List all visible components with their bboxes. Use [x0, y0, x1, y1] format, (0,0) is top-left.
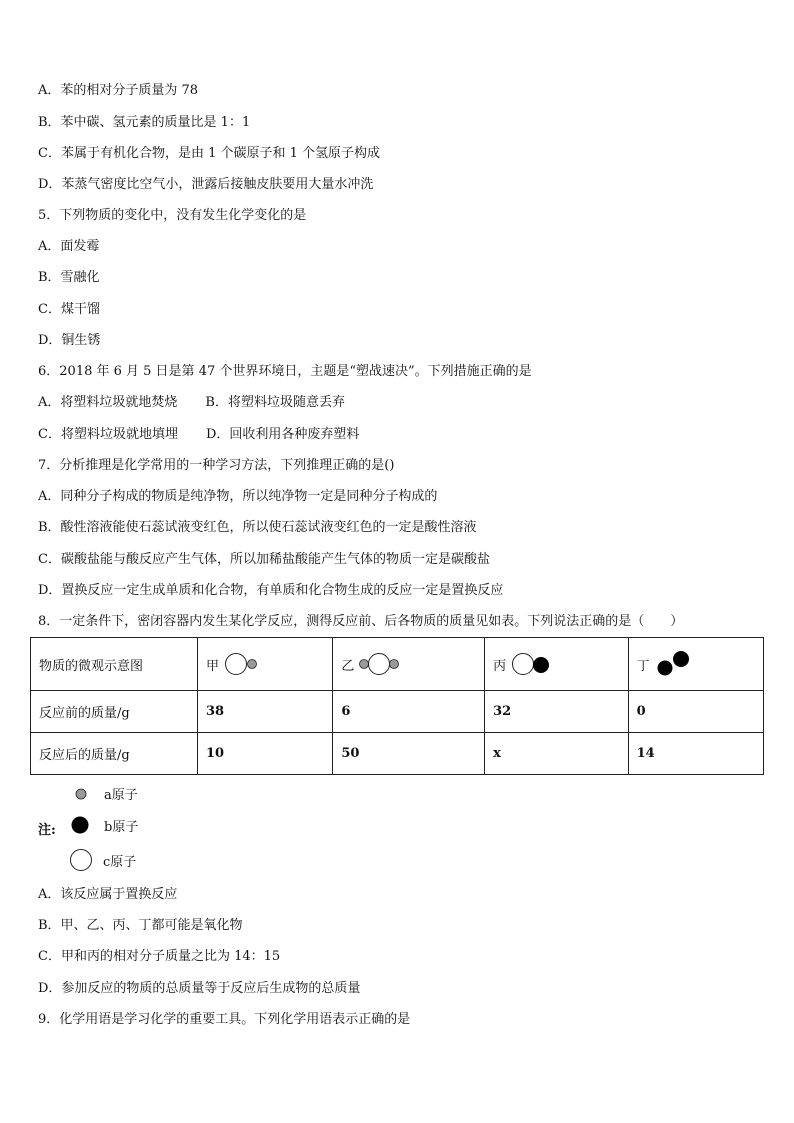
legend-item-b [70, 815, 138, 835]
table-cell: 0 [628, 691, 763, 733]
q6-options-row-2 [38, 427, 359, 443]
table-cell: 38 [198, 691, 333, 733]
row-label: 反应后的质量/g [31, 733, 198, 775]
legend-item-c [69, 848, 136, 872]
q4-option-a: A．苯的相对分子质量为 78 [38, 83, 199, 98]
table-row-after [31, 733, 764, 775]
q5-option-d: D．铜生锈 [38, 333, 101, 348]
header-label-cell: 物质的微观示意图 [31, 638, 198, 691]
white-atom-icon [69, 848, 93, 872]
substance-yi-label: 乙 [341, 658, 355, 674]
q6-option-a: A．将塑料垃圾就地焚烧 [38, 395, 178, 410]
legend-label-a: a原子 [104, 788, 138, 803]
q7-option-b: B．酸性溶液能使石蕊试液变红色，所以使石蕊试液变红色的一定是酸性溶液 [38, 520, 477, 535]
q4-option-b: B．苯中碳、氢元素的质量比是 1：1 [38, 115, 251, 130]
legend-label-b: b原子 [104, 819, 139, 835]
table-cell: 14 [628, 733, 763, 775]
table-cell: 10 [198, 733, 333, 775]
substance-bing-cell [485, 638, 629, 691]
table-row-before [31, 691, 764, 733]
q7-option-c: C．碳酸盐能与酸反应产生气体，所以加稀盐酸能产生气体的物质一定是碳酸盐 [38, 552, 490, 567]
q8-option-c: C．甲和丙的相对分子质量之比为 14：15 [38, 949, 281, 964]
substance-ding-cell [628, 638, 763, 691]
q8-option-d: D．参加反应的物质的总质量等于反应后生成物的总质量 [38, 981, 361, 996]
table-cell: 6 [333, 691, 485, 733]
molecule-jia-icon [223, 651, 263, 677]
atom-legend [38, 782, 338, 872]
q8-stem: 8．一定条件下，密闭容器内发生某化学反应，测得反应前、后各物质的质量见如表。下列说法正确的是（ ） [38, 614, 684, 629]
legend-label-c: c原子 [103, 854, 137, 870]
q5-option-b: B．雪融化 [38, 270, 100, 285]
substance-yi-cell [333, 638, 485, 691]
q5-stem: 5．下列物质的变化中，没有发生化学变化的是 [38, 208, 307, 223]
q7-stem: 7．分析推理是化学常用的一种学习方法，下列推理正确的是() [38, 458, 395, 473]
q6-option-c: C．将塑料垃圾就地填埋 [38, 427, 178, 442]
q8-option-b: B．甲、乙、丙、丁都可能是氧化物 [38, 918, 243, 933]
table-cell: 50 [333, 733, 485, 775]
q6-option-b: B．将塑料垃圾随意丢弃 [205, 395, 345, 410]
q6-options-row-1 [38, 395, 345, 411]
substance-ding-label: 丁 [636, 658, 650, 674]
mass-table [30, 637, 764, 775]
substance-jia-cell [198, 638, 333, 691]
black-atom-icon [70, 815, 90, 835]
q5-option-c: C．煤干馏 [38, 302, 100, 317]
q7-option-d: D．置换反应一定生成单质和化合物，有单质和化合物生成的反应一定是置换反应 [38, 583, 504, 598]
q9-stem: 9．化学用语是学习化学的重要工具。下列化学用语表示正确的是 [38, 1012, 411, 1027]
substance-bing-label: 丙 [493, 658, 507, 674]
q5-option-a: A．面发霉 [38, 239, 100, 254]
q6-stem: 6．2018 年 6 月 5 日是第 47 个世界环境日，主题是“塑战速决”。下列措施正确的是 [38, 364, 532, 379]
table-header-row [31, 638, 764, 691]
q8-option-a: A．该反应属于置换反应 [38, 887, 178, 902]
molecule-ding-icon [654, 649, 694, 679]
gray-atom-icon [74, 787, 88, 801]
q6-option-d: D．回收利用各种废弃塑料 [205, 427, 360, 442]
substance-jia-label: 甲 [206, 658, 220, 674]
table-cell: x [485, 733, 629, 775]
molecule-bing-icon [510, 651, 554, 677]
row-label: 反应前的质量/g [31, 691, 198, 733]
q4-option-d: D．苯蒸气密度比空气小，泄露后接触皮肤要用大量水冲洗 [38, 177, 374, 192]
legend-note: 注: [38, 823, 56, 838]
molecule-yi-icon [358, 651, 406, 677]
table-cell: 32 [485, 691, 629, 733]
q4-option-c: C．苯属于有机化合物，是由 1 个碳原子和 1 个氢原子构成 [38, 146, 381, 161]
q7-option-a: A．同种分子构成的物质是纯净物，所以纯净物一定是同种分子构成的 [38, 489, 438, 504]
legend-item-a [74, 784, 138, 803]
